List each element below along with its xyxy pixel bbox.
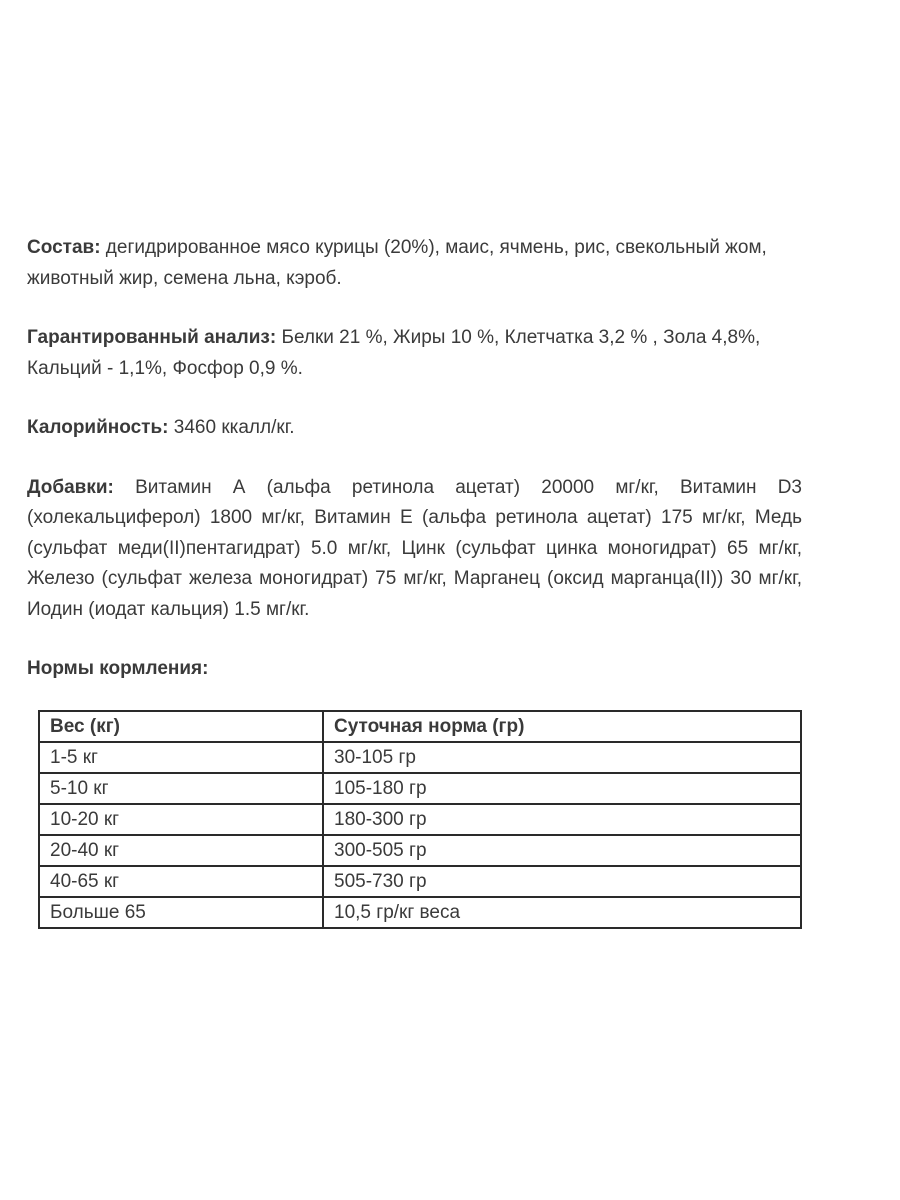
weight-cell: 1-5 кг [39, 742, 323, 773]
product-description [27, 233, 802, 929]
daily-norm-cell: 10,5 гр/кг веса [323, 897, 801, 928]
calories-paragraph [27, 413, 802, 444]
daily-norm-cell: 30-105 гр [323, 742, 801, 773]
daily-norm-column-header: Суточная норма (гр) [323, 711, 801, 742]
table-row [39, 742, 801, 773]
table-row [39, 835, 801, 866]
table-row [39, 773, 801, 804]
calories-label: Калорийность: [27, 417, 169, 438]
feeding-table [38, 710, 802, 929]
additives-text: Витамин А (альфа ретинола ацетат) 20000 мг/кг, Витамин D3 (холекальциферол) 1800 мг/кг, Витамин Е (альфа ретинола ацетат) 175 мг/кг, Медь (сульфат меди(II)пентагидрат) 5.0 мг/кг, Цинк (сульфат цинка моногидрат) 65 мг/кг, Железо (сульфат железа моногидрат) 75 мг/кг, Марганец (оксид марганца(II)) 30 мг/кг, Иодин (иодат кальция) 1.5 мг/кг. [27, 476, 802, 620]
daily-norm-cell: 505-730 гр [323, 866, 801, 897]
table-row [39, 897, 801, 928]
additives-label: Добавки: [27, 476, 114, 498]
daily-norm-cell: 105-180 гр [323, 773, 801, 804]
daily-norm-cell: 300-505 гр [323, 835, 801, 866]
weight-cell: Больше 65 [39, 897, 323, 928]
weight-cell: 40-65 кг [39, 866, 323, 897]
composition-paragraph [27, 233, 802, 294]
daily-norm-cell: 180-300 гр [323, 804, 801, 835]
table-header-row [39, 711, 801, 742]
table-row [39, 804, 801, 835]
weight-cell: 10-20 кг [39, 804, 323, 835]
composition-label: Состав: [27, 237, 101, 258]
analysis-text: Белки 21 %, Жиры 10 %, Клетчатка 3,2 % , Зола 4,8%, Кальций - 1,1%, Фосфор 0,9 %. [27, 327, 761, 379]
weight-cell: 5-10 кг [39, 773, 323, 804]
weight-cell: 20-40 кг [39, 835, 323, 866]
weight-column-header: Вес (кг) [39, 711, 323, 742]
calories-text: 3460 ккалл/кг. [168, 417, 295, 438]
additives-paragraph [27, 473, 802, 626]
analysis-paragraph [27, 323, 802, 384]
composition-text: дегидрированное мясо курицы (20%), маис, ячмень, рис, свекольный жом, животный жир, семена льна, кэроб. [27, 237, 767, 289]
feeding-heading: Нормы кормления: [27, 658, 209, 679]
table-row [39, 866, 801, 897]
analysis-label: Гарантированный анализ: [27, 327, 277, 348]
